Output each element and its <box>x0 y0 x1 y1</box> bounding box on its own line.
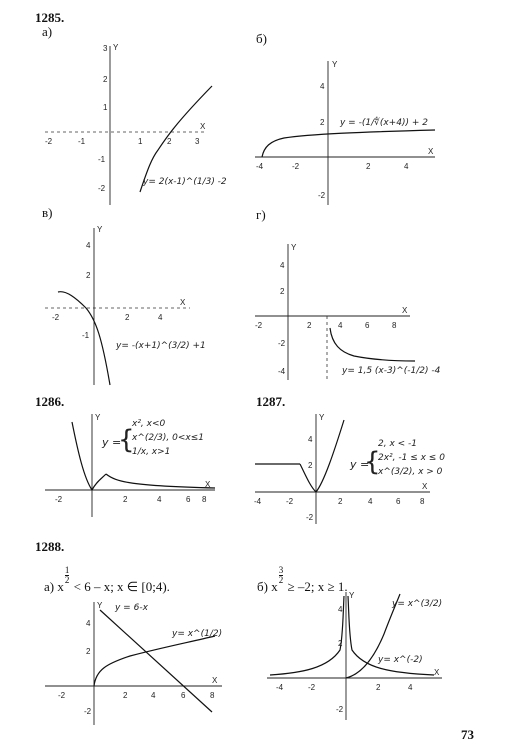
system-lhs: y = <box>102 436 122 449</box>
curve-x-squared <box>72 422 92 490</box>
x-axis-label: X <box>212 676 218 685</box>
system-piece-2: 2x², -1 ≤ x ≤ 0 <box>378 453 445 463</box>
x-tick: 4 <box>368 497 373 506</box>
x-tick: -2 <box>58 691 66 700</box>
x-tick: 2 <box>167 137 172 146</box>
y-tick: -2 <box>98 184 106 193</box>
power-curve <box>316 420 344 492</box>
line-label: y = 6-x <box>115 603 148 613</box>
curve1-label: y= x^(3/2) <box>392 599 443 609</box>
y-tick: 4 <box>338 605 343 614</box>
curve-reciprocal <box>106 474 215 488</box>
y-tick: 2 <box>86 271 91 280</box>
system-piece-3: x^(3/2), x > 0 <box>378 467 443 477</box>
x-tick: -2 <box>55 495 63 504</box>
y-tick: 4 <box>86 619 91 628</box>
function-formula: y= 2(x-1)^(1/3) -2 <box>143 177 227 187</box>
inequality-b-exp-num: 3 <box>278 565 284 575</box>
x-tick: -1 <box>78 137 86 146</box>
y-tick: 3 <box>103 44 108 53</box>
y-axis-label: Y <box>319 413 325 422</box>
curve2-label: y= x^(-2) <box>378 655 423 665</box>
sublabel-v: в) <box>42 205 53 220</box>
x-tick: 4 <box>157 495 162 504</box>
system-piece-3: 1/x, x>1 <box>132 447 171 457</box>
y-tick: 2 <box>308 461 313 470</box>
y-tick: 4 <box>86 241 91 250</box>
x-tick: 8 <box>420 497 425 506</box>
x-tick: 6 <box>186 495 191 504</box>
y-tick: -2 <box>318 191 326 200</box>
graph-1288b <box>262 590 462 725</box>
system-piece-1: 2, x < -1 <box>378 439 418 449</box>
curve-x-minus-2-left <box>270 596 344 675</box>
system-lhs: y = <box>350 458 370 471</box>
x-tick: 6 <box>365 321 370 330</box>
y-tick: -2 <box>336 705 344 714</box>
function-curve <box>330 328 415 361</box>
sublabel-g: г) <box>256 207 266 222</box>
x-tick: -2 <box>286 497 294 506</box>
y-tick: -1 <box>82 331 90 340</box>
y-tick: 2 <box>103 75 108 84</box>
x-tick: 4 <box>151 691 156 700</box>
y-axis-label: Y <box>97 225 103 234</box>
x-tick: 6 <box>181 691 186 700</box>
function-formula: y= -(x+1)^(3/2) +1 <box>116 341 206 351</box>
sublabel-a: а) <box>42 24 53 39</box>
sublabel-b: б) <box>256 31 267 46</box>
graph-1287 <box>250 412 450 527</box>
graph-1285g <box>250 240 450 390</box>
x-tick: 8 <box>202 495 207 504</box>
graph-1285a <box>40 40 227 210</box>
x-axis-label: X <box>205 480 211 489</box>
x-tick: -4 <box>276 683 284 692</box>
x-tick: 8 <box>210 691 215 700</box>
graph-1285v <box>40 220 220 390</box>
function-formula: y= 1,5 (x-3)^(-1/2) -4 <box>342 366 441 376</box>
y-axis-label: Y <box>332 60 338 69</box>
y-tick: 1 <box>103 103 108 112</box>
x-tick: 4 <box>408 683 413 692</box>
y-tick: 2 <box>320 118 325 127</box>
x-tick: -2 <box>255 321 263 330</box>
y-tick: -2 <box>306 513 314 522</box>
x-tick: 4 <box>338 321 343 330</box>
curve-x-two-thirds <box>92 474 106 490</box>
page-number: 73 <box>461 727 474 742</box>
inequality-b-base: x <box>271 579 278 594</box>
x-tick: 4 <box>404 162 409 171</box>
x-tick: 4 <box>158 313 163 322</box>
x-tick: 2 <box>376 683 381 692</box>
y-tick: -2 <box>84 707 92 716</box>
y-tick: 4 <box>308 435 313 444</box>
y-tick: 2 <box>280 287 285 296</box>
x-axis-label: X <box>434 668 440 677</box>
problem-1285-number: 1285. <box>35 10 65 25</box>
function-formula: y = -(1/∜(x+4)) + 2 <box>340 118 428 128</box>
y-axis-label: Y <box>349 591 355 600</box>
x-axis-label: X <box>422 482 428 491</box>
inequality-a <box>44 566 170 595</box>
inequality-a-base: x <box>57 579 64 594</box>
x-tick: 6 <box>396 497 401 506</box>
y-tick: -2 <box>278 339 286 348</box>
x-axis-label: X <box>402 306 408 315</box>
x-axis-label: X <box>180 298 186 307</box>
x-tick: 3 <box>195 137 200 146</box>
system-piece-2: x^(2/3), 0<x≤1 <box>132 433 204 443</box>
y-tick: 4 <box>280 261 285 270</box>
x-tick: -4 <box>254 497 262 506</box>
curve-sqrt-x <box>94 636 215 686</box>
graph-1285b <box>250 55 450 215</box>
inequality-b-exp-den: 2 <box>278 575 284 585</box>
system-brace: { <box>118 425 135 455</box>
x-tick: -2 <box>292 162 300 171</box>
y-tick: 4 <box>320 82 325 91</box>
y-tick: 2 <box>338 639 343 648</box>
graph-1288a <box>40 600 240 730</box>
function-curve <box>262 130 435 157</box>
x-tick: 1 <box>138 137 143 146</box>
x-tick: 2 <box>366 162 371 171</box>
x-tick: 2 <box>123 495 128 504</box>
y-axis-label: Y <box>95 413 101 422</box>
curve-label: y= x^(1/2) <box>172 629 223 639</box>
problem-1287-number: 1287. <box>256 394 286 409</box>
x-tick: -4 <box>256 162 264 171</box>
x-tick: 2 <box>307 321 312 330</box>
x-tick: -2 <box>308 683 316 692</box>
inequality-a-exp-den: 2 <box>64 575 70 585</box>
inequality-b-prefix: б) <box>257 579 268 594</box>
x-tick: 2 <box>123 691 128 700</box>
problem-1288-number: 1288. <box>35 539 65 554</box>
x-tick: 8 <box>392 321 397 330</box>
x-tick: 2 <box>338 497 343 506</box>
inequality-a-exp-num: 1 <box>64 565 70 575</box>
inequality-a-rest: < 6 – x; x ∈ [0;4). <box>73 579 170 594</box>
inequality-a-prefix: а) <box>44 579 55 594</box>
y-tick: -1 <box>98 155 106 164</box>
y-tick: -4 <box>278 367 286 376</box>
graph-1286 <box>40 412 240 522</box>
x-tick: 2 <box>125 313 130 322</box>
inequality-b-rest: ≥ –2; x ≥ 1. <box>287 579 348 594</box>
x-axis-label: X <box>428 147 434 156</box>
y-axis-label: Y <box>97 601 103 610</box>
y-tick: 2 <box>86 647 91 656</box>
y-axis-label: Y <box>291 243 297 252</box>
system-brace: { <box>364 447 381 477</box>
problem-1286-number: 1286. <box>35 394 65 409</box>
x-tick: -2 <box>45 137 53 146</box>
x-axis-label: X <box>200 122 206 131</box>
x-tick: -2 <box>52 313 60 322</box>
system-piece-1: x², x<0 <box>132 419 166 429</box>
y-axis-label: Y <box>113 43 119 52</box>
